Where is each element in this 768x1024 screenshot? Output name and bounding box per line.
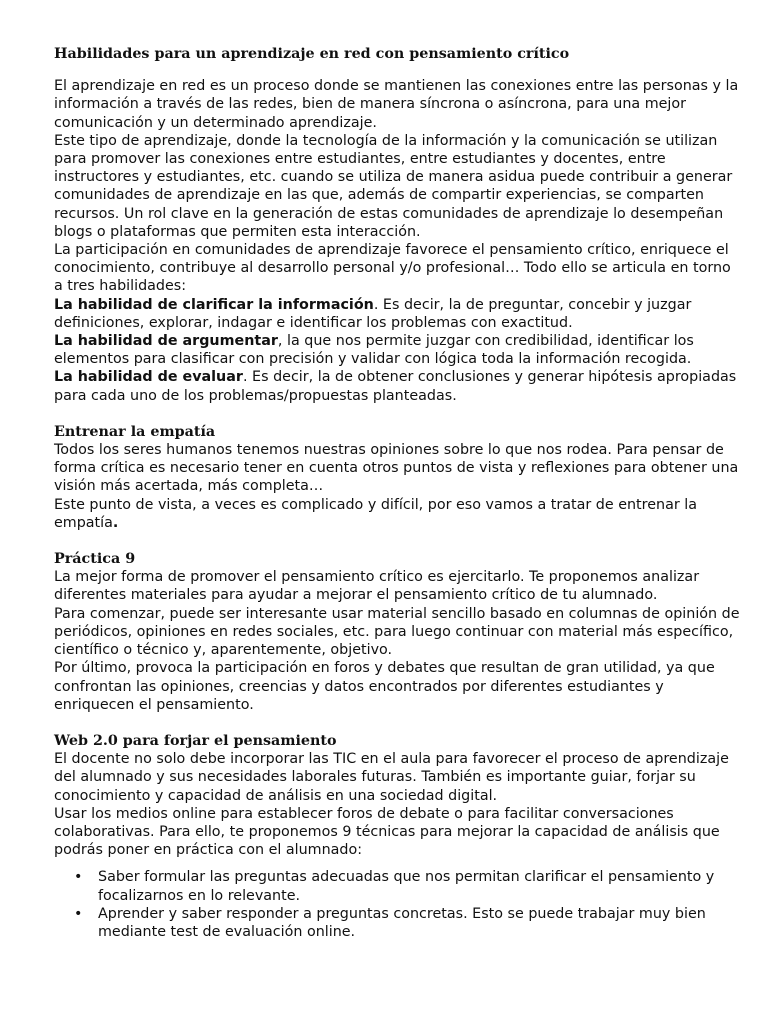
web20-paragraph-2: Usar los medios online para establecer foros de debate o para facilitar conversaciones colaborativas. Para ello, te proponemos 9 técnicas para mejorar la capacidad de análisis que podrás poner en práctica con el alumnado: xyxy=(54,805,720,859)
skill-argue-text: , la que nos permite juzgar con credibilidad, identificar los elementos para clasificar con precisión y validar con lógica toda la información recogida. xyxy=(54,333,694,368)
skill-clarify xyxy=(54,296,744,332)
empatia-period: . xyxy=(112,514,119,531)
empatia-paragraph-2-text: Este punto de vista, a veces es complicado y difícil, por eso vamos a tratar de entrenar la empatía xyxy=(54,496,697,531)
list-item: • Saber formular las preguntas adecuadas que nos permitan clarificar el pensamiento y focalizarnos en lo relevante. xyxy=(98,868,744,904)
practica-paragraph-3: Por último, provoca la participación en foros y debates que resultan de gran utilidad, ya que confrontan las opiniones, creencias y datos encontrados por diferentes estudiantes y enriquecen el pensamiento. xyxy=(54,660,715,713)
practica-paragraph-1: La mejor forma de promover el pensamiento crítico es ejercitarlo. Te proponemos analizar diferentes materiales para ayudar a mejorar el pensamiento crítico de tu alumnado. xyxy=(54,569,700,604)
skill-evaluate-text: . Es decir, la de obtener conclusiones y generar hipótesis apropiadas para cada uno de los problemas/propuestas planteadas. xyxy=(54,369,737,404)
section-heading-empatia: Entrenar la empatía xyxy=(54,423,216,440)
document-content xyxy=(54,45,744,941)
empatia-paragraph-2 xyxy=(54,496,744,532)
intro-paragraph-3: La participación en comunidades de aprendizaje favorece el pensamiento crítico, enriquece el conocimiento, contribuye al desarrollo personal y/o profesional… Todo ello se articula en torno a tres habilidades: xyxy=(54,242,731,295)
web20-paragraph-1: El docente no solo debe incorporar las TIC en el aula para favorecer el proceso de aprendizaje del alumnado y sus necesidades laborales futuras. También es importante guiar, forjar su conocimiento y capacidad de análisis en una sociedad digital. xyxy=(54,751,729,804)
skill-evaluate xyxy=(54,368,744,404)
page-title: Habilidades para un aprendizaje en red con pensamiento crítico xyxy=(54,46,570,62)
skill-argue-label: La habilidad de argumentar xyxy=(54,333,278,350)
techniques-list xyxy=(54,868,744,941)
section-heading-web20: Web 2.0 para forjar el pensamiento xyxy=(54,732,337,749)
skill-clarify-label: La habilidad de clarificar la información xyxy=(54,296,374,313)
intro-paragraph-2: Este tipo de aprendizaje, donde la tecnología de la información y la comunicación se utilizan para promover las conexiones entre estudiantes, entre estudiantes y docentes, entre instructores y estudiantes, etc. cuando se utiliza de manera asidua puede contribuir a generar comunidades de aprendizaje en las que, además de compartir experiencias, se comparten recursos. Un rol clave en la generación de estas comunidades de aprendizaje lo desempeñan blogs o plataformas que permiten esta interacción. xyxy=(54,132,733,240)
section-heading-practica: Práctica 9 xyxy=(54,551,136,568)
skill-clarify-text: . Es decir, la de preguntar, concebir y juzgar definiciones, explorar, indagar e identificar los problemas con exactitud. xyxy=(54,296,692,331)
intro-paragraph-1: El aprendizaje en red es un proceso donde se mantienen las conexiones entre las personas y la información a través de las redes, bien de manera síncrona o asíncrona, para una mejor comunicación y un determinado aprendizaje. xyxy=(54,78,739,131)
skill-argue xyxy=(54,332,744,368)
empatia-paragraph-1: Todos los seres humanos tenemos nuestras opiniones sobre lo que nos rodea. Para pensar de forma crítica es necesario tener en cuenta otros puntos de vista y reflexiones para obtener una visión más acertada, más completa… xyxy=(54,442,739,495)
practica-paragraph-2: Para comenzar, puede ser interesante usar material sencillo basado en columnas de opinión de periódicos, opiniones en redes sociales, etc. para luego continuar con material más específico, científico o técnico y, aparentemente, objetivo. xyxy=(54,605,740,659)
skill-evaluate-label: La habilidad de evaluar xyxy=(54,369,243,386)
list-item: • Aprender y saber responder a preguntas concretas. Esto se puede trabajar muy bien mediante test de evaluación online. xyxy=(98,905,744,941)
